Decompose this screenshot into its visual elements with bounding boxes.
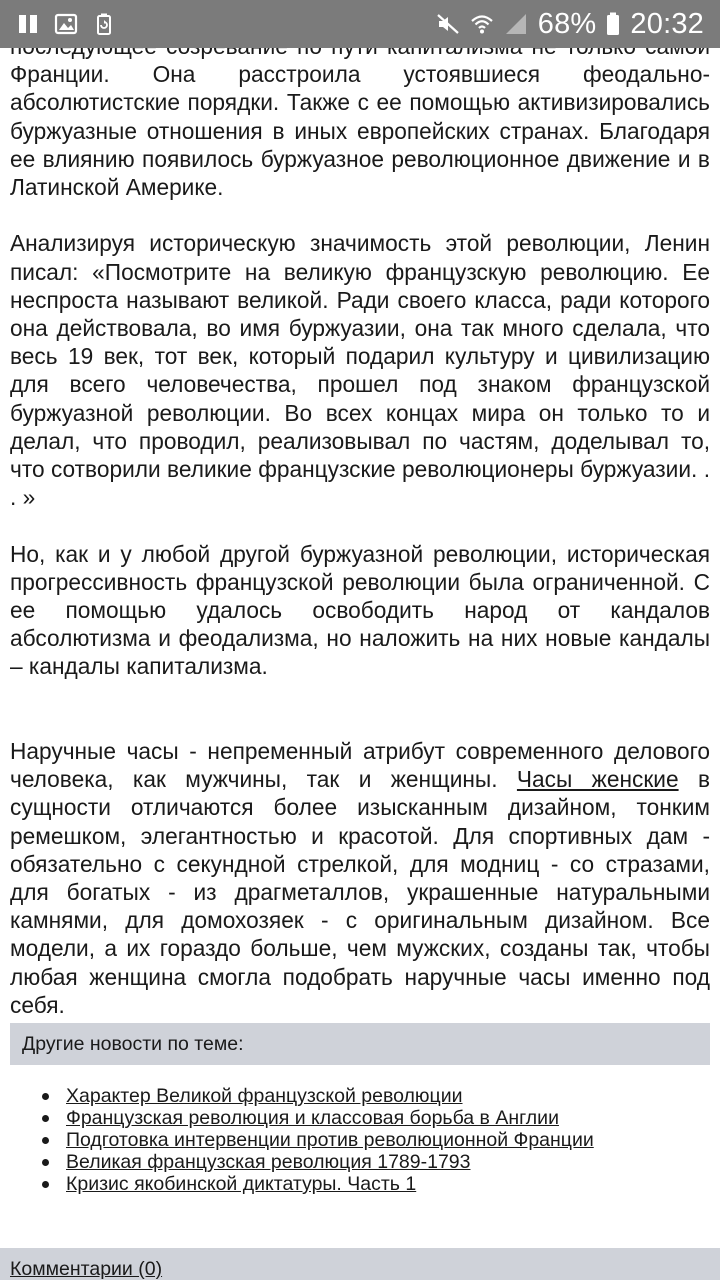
- related-news-heading: Другие новости по теме:: [10, 1023, 710, 1065]
- related-news-item: [66, 1151, 710, 1173]
- article-paragraph: Анализируя историческую значимость этой революции, Ленин писал: «Посмотрите на великую французскую революцию. Ее неспроста называют великой. Ради своего класса, ради которого она действовала, во имя буржуазии, она так много сделала, что весь 19 век, тот век, который подарил культуру и цивилизацию для всего человечества, прошел под знаком французской буржуазной революции. Во всех концах мира он только то и делал, что проводил, реализовывал по частям, доделывал то, что сотворили великие французские революционеры буржуазии. . . »: [10, 230, 710, 511]
- ad-paragraph: [10, 737, 710, 1019]
- ad-text-before: Наручные часы - непременный атрибут современного делового человека, как мужчины, так и женщины.: [10, 738, 710, 793]
- ad-link[interactable]: Часы женские: [516, 766, 679, 793]
- related-news-item: [66, 1107, 710, 1129]
- status-bar-right: [436, 0, 720, 48]
- related-news-link[interactable]: Подготовка интервенции против революционной Франции: [66, 1129, 594, 1152]
- wifi-icon: [470, 12, 494, 36]
- mute-icon: [436, 12, 460, 36]
- related-news-link[interactable]: Кризис якобинской диктатуры. Часть 1: [66, 1173, 417, 1196]
- related-news-list: [10, 1085, 710, 1195]
- status-bar-left: [0, 0, 116, 48]
- signal-icon: [504, 12, 528, 36]
- ad-text-after: в сущности отличаются более изысканным дизайном, тонким ремешком, элегантностью и красотой. Для спортивных дам - обязательно с секундной стрелкой, для модниц - со стразами, для богатых - из драгметаллов, украшенные натуральными камнями, для домохозяек - с оригинальным дизайном. Все модели, а их гораздо больше, чем мужских, созданы так, чтобы любая женщина смогла подобрать наручные часы именно под себя.: [10, 766, 711, 1018]
- status-bar: [0, 0, 720, 48]
- comments-bar: [0, 1248, 720, 1280]
- related-news-item: [66, 1085, 710, 1107]
- pause-icon: [16, 12, 40, 36]
- article-paragraph: Франции. Она расстроила устоявшиеся феодально-абсолютистские порядки. Также с ее помощью активизировались буржуазные отношения в иных европейских странах. Благодаря ее влиянию появилось буржуазное революционное движение и в Латинской Америке.: [10, 61, 710, 201]
- battery-percent: 68%: [537, 8, 597, 40]
- article-paragraph: Но, как и у любой другой буржуазной революции, историческая прогрессивность французской революции была ограниченной. С ее помощью удалось освободить народ от кандалов абсолютизма и феодализма, но наложить на них новые кандалы – кандалы капитализма.: [10, 540, 710, 680]
- related-news-link[interactable]: Французская революция и классовая борьба в Англии: [66, 1107, 559, 1130]
- clock: 20:32: [630, 8, 704, 40]
- battery-icon: [606, 12, 620, 36]
- article-content: [10, 32, 710, 1195]
- comments-link[interactable]: Комментарии (0): [10, 1258, 163, 1280]
- related-news-item: [66, 1173, 710, 1195]
- battery-saver-icon: [92, 12, 116, 36]
- related-news-link[interactable]: Характер Великой французской революции: [66, 1085, 463, 1108]
- image-icon: [54, 12, 78, 36]
- related-news-link[interactable]: Великая французская революция 1789-1793: [66, 1151, 471, 1174]
- related-news-item: [66, 1129, 710, 1151]
